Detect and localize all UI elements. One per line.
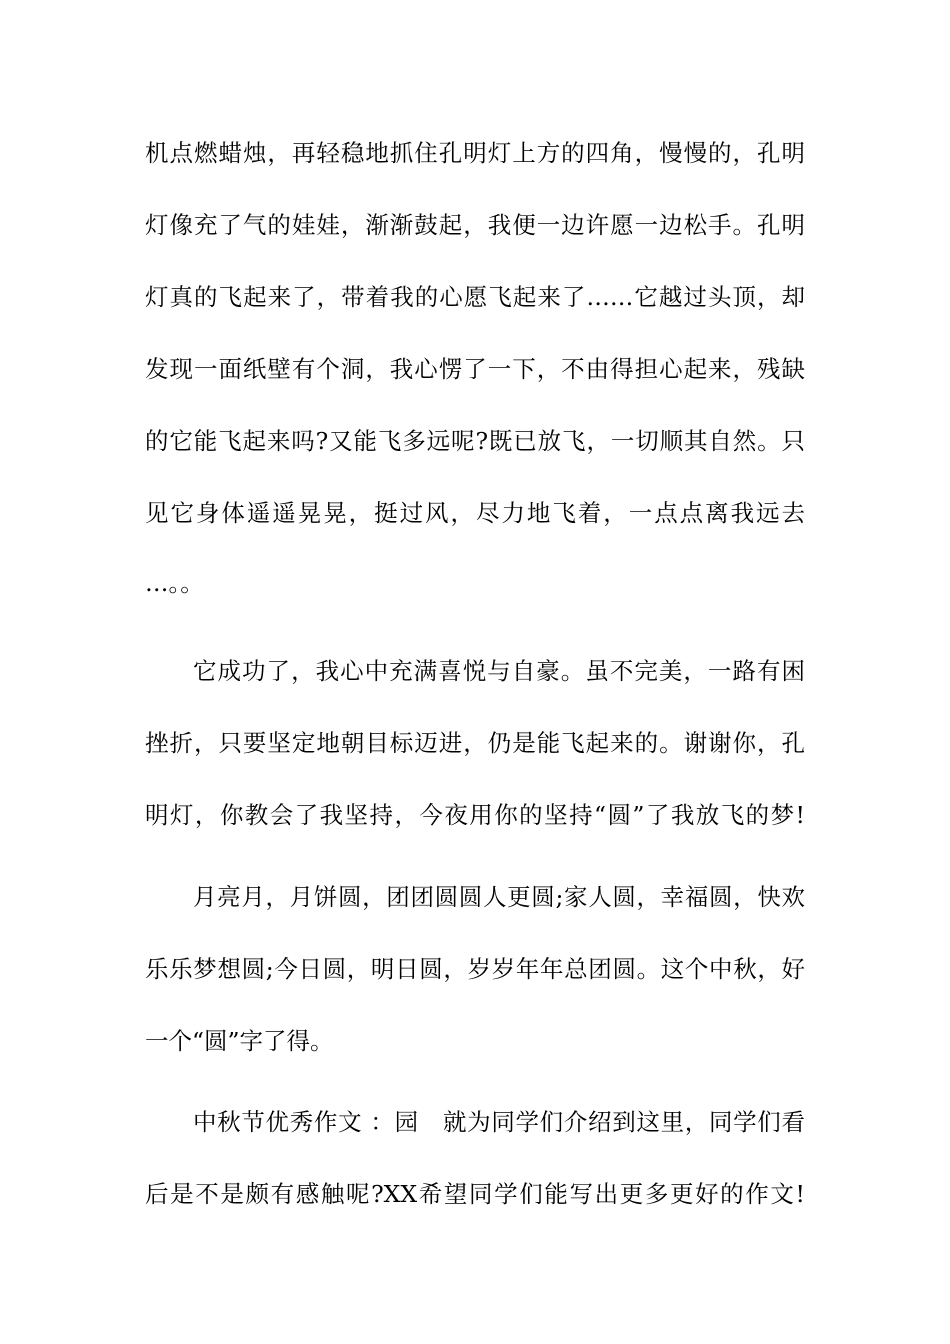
text-line: 的它能飞起来吗?又能飞多远呢?既已放飞，一切顺其自然。只 [145, 427, 805, 455]
text-line: 一个“圆”字了得。 [145, 1027, 334, 1055]
text-line: …。。 [145, 569, 204, 597]
text-line: 明灯，你教会了我坚持，今夜用你的坚持“圆”了我放飞的梦! [145, 801, 805, 829]
text-line: 挫折，只要坚定地朝目标迈进，仍是能飞起来的。谢谢你，孔 [145, 729, 805, 757]
text-line: 见它身体遥遥晃晃，挺过风，尽力地飞着，一点点离我远去 [145, 499, 805, 527]
text-line: 灯真的飞起来了，带着我的心愿飞起来了……它越过头顶，却 [145, 283, 805, 311]
paragraph-first-line: 月亮月，月饼圆，团团圆圆人更圆;家人圆，幸福圆，快欢 [193, 883, 805, 911]
text-line: 乐乐梦想圆;今日圆，明日圆，岁岁年年总团圆。这个中秋，好 [145, 955, 805, 983]
text-line: 后是不是颇有感触呢?XX希望同学们能写出更多更好的作文! [145, 1180, 805, 1208]
paragraph-first-line: 中秋节优秀作文 ：园 就为同学们介绍到这里，同学们看 [193, 1108, 805, 1136]
text-line: 机点燃蜡烛，再轻稳地抓住孔明灯上方的四角，慢慢的，孔明 [145, 139, 805, 167]
paragraph-first-line: 它成功了，我心中充满喜悦与自豪。虽不完美，一路有困 [193, 657, 805, 685]
text-line: 发现一面纸壁有个洞，我心愣了一下，不由得担心起来，残缺 [145, 355, 805, 383]
text-line: 灯像充了气的娃娃，渐渐鼓起，我便一边许愿一边松手。孔明 [145, 211, 805, 239]
